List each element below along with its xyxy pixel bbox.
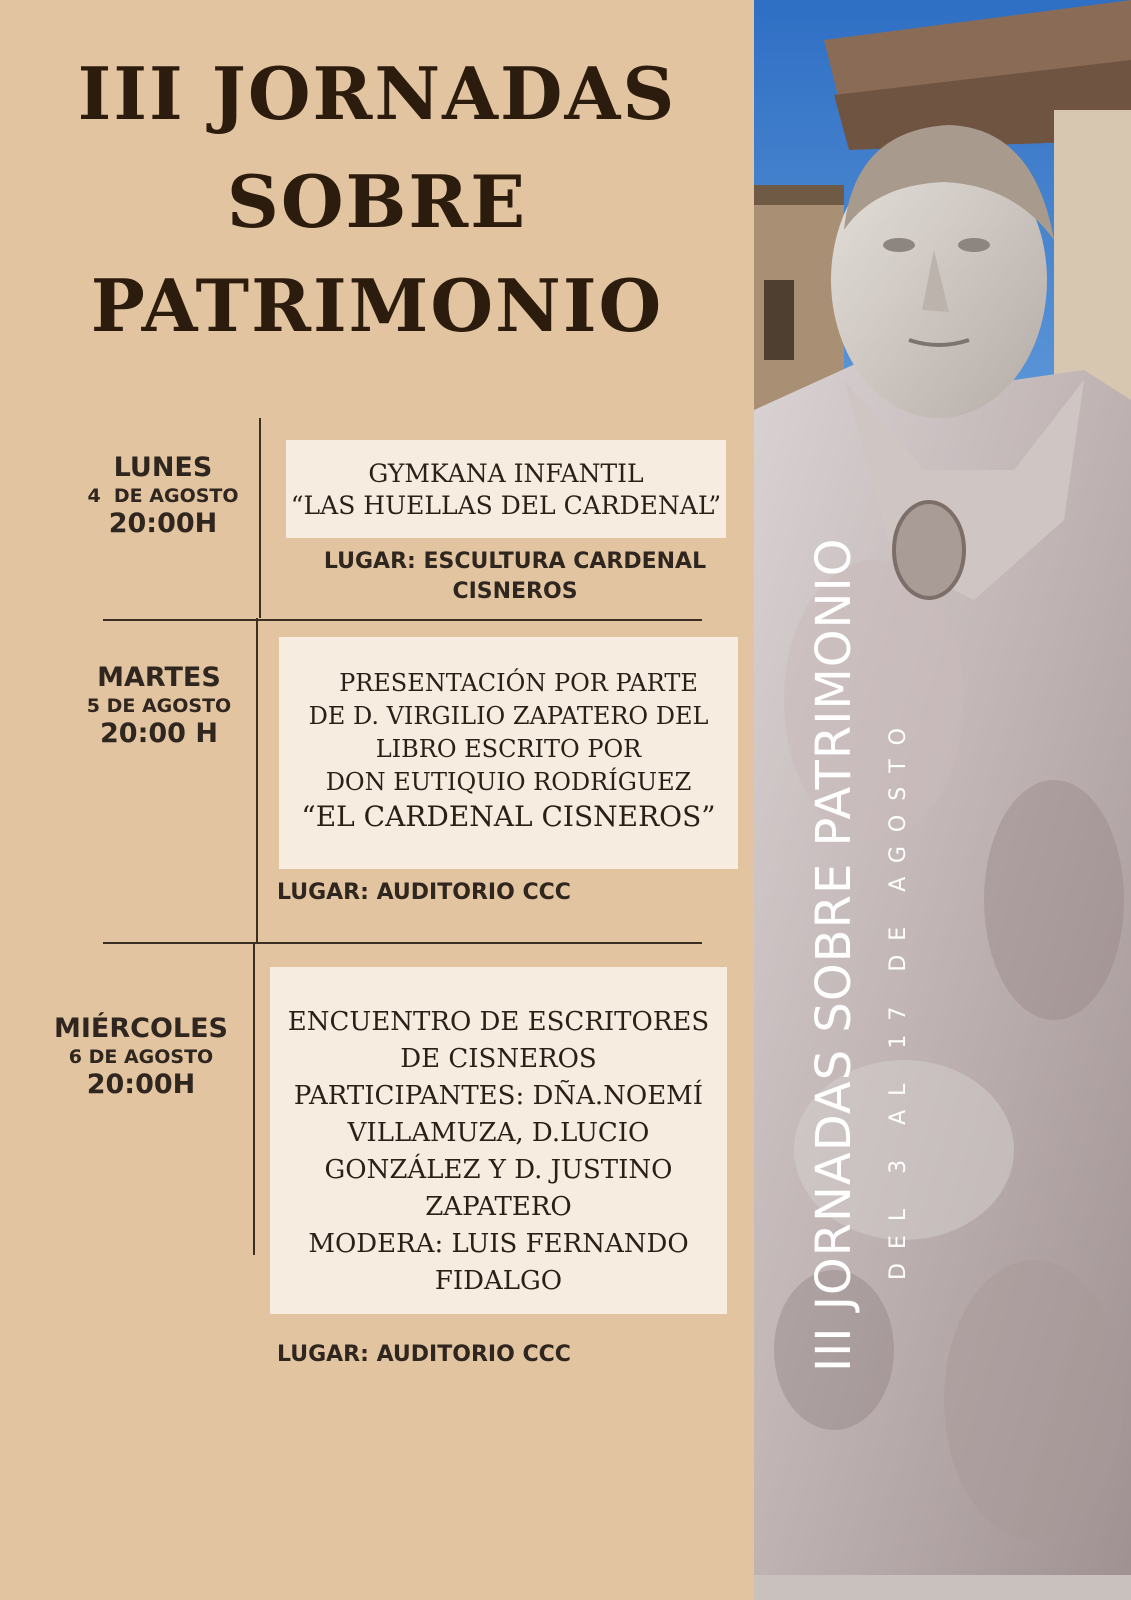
event-2-location-line: LUGAR: AUDITORIO CCC <box>277 880 571 905</box>
vertical-dates: DEL 3 AL 17 DE AGOSTO <box>886 714 911 1280</box>
event-1-description-line: GYMKANA INFANTIL <box>368 459 644 488</box>
event-2-date: 5 DE AGOSTO <box>86 695 232 717</box>
event-1-location-line: CISNEROS <box>452 579 578 604</box>
event-3-location-line: LUGAR: AUDITORIO CCC <box>277 1342 571 1367</box>
event-3-description-line: MODERA: LUIS FERNANDO <box>308 1229 689 1259</box>
poster-title-line-3: PATRIMONIO <box>90 263 664 348</box>
event-2-description-line: DON EUTIQUIO RODRÍGUEZ <box>325 768 692 796</box>
event-3-location <box>277 1340 571 1370</box>
timeline-divider-2 <box>256 618 258 943</box>
event-2-schedule <box>66 662 252 750</box>
event-1-location <box>290 547 740 607</box>
event-3-time: 20:00H <box>86 1069 196 1100</box>
timeline-divider-3 <box>253 943 255 1255</box>
vertical-title: III JORNADAS SOBRE PATRIMONIO <box>806 537 862 1372</box>
event-3-description-box <box>270 967 727 1314</box>
event-2-day: MARTES <box>97 662 221 693</box>
event-1-location-line: LUGAR: ESCULTURA CARDENAL <box>323 549 707 574</box>
section-separator-2 <box>103 942 702 944</box>
event-2-description-line: “EL CARDENAL CISNEROS” <box>301 800 716 833</box>
section-separator-1 <box>103 619 702 621</box>
event-1-description-box <box>286 440 726 538</box>
event-3-description-line: PARTICIPANTES: DÑA.NOEMÍ <box>293 1081 704 1111</box>
event-3-description-line: VILLAMUZA, D.LUCIO <box>347 1118 650 1148</box>
poster-title-line-2: SOBRE <box>226 159 528 244</box>
event-3-description-line: FIDALGO <box>434 1266 563 1296</box>
event-2-description-box <box>279 637 738 869</box>
event-1-time: 20:00H <box>108 508 218 539</box>
event-2-description-line: PRESENTACIÓN POR PARTE <box>339 669 698 697</box>
event-1-schedule <box>70 452 256 540</box>
poster-title-line-1: III JORNADAS <box>77 51 677 136</box>
event-3-schedule <box>48 1013 234 1101</box>
event-2-time: 20:00 H <box>100 718 218 749</box>
event-3-description-line: DE CISNEROS <box>400 1044 597 1074</box>
timeline-divider-1 <box>259 418 261 618</box>
event-3-description-line: ZAPATERO <box>425 1192 572 1222</box>
sculpture-photo <box>754 0 1131 1600</box>
event-2-description-line: LIBRO ESCRITO POR <box>375 735 642 763</box>
event-3-date: 6 DE AGOSTO <box>68 1046 214 1068</box>
event-3-description-line: ENCUENTRO DE ESCRITORES <box>287 1007 710 1037</box>
event-1-date: 4 DE AGOSTO <box>87 485 239 507</box>
event-2-description-line: DE D. VIRGILIO ZAPATERO DEL <box>308 702 709 730</box>
event-2-location <box>277 878 571 908</box>
event-1-description-line: “LAS HUELLAS DEL CARDENAL” <box>290 491 722 520</box>
event-3-description-line: GONZÁLEZ Y D. JUSTINO <box>324 1155 673 1185</box>
event-1-day: LUNES <box>113 452 213 483</box>
event-3-day: MIÉRCOLES <box>53 1013 228 1044</box>
